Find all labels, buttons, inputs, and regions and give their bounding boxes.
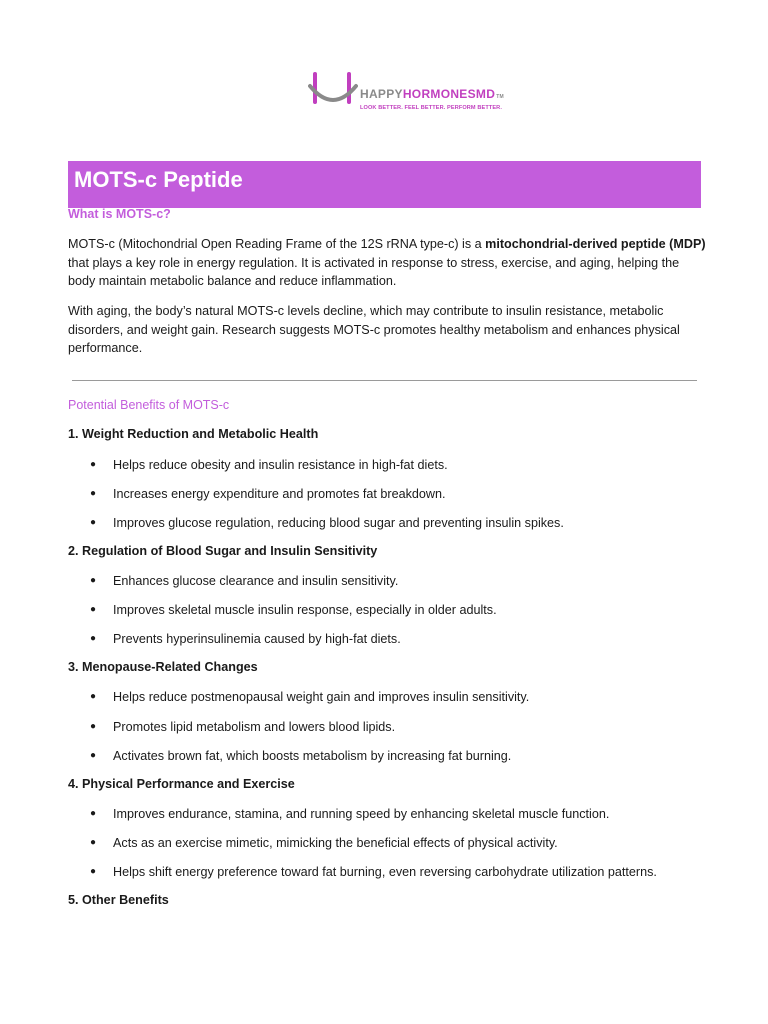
- logo-wordmark: [360, 87, 504, 101]
- section-title: 5. Other Benefits: [68, 893, 169, 907]
- bullet-icon: ●: [90, 866, 97, 877]
- bullet-icon: ●: [90, 837, 97, 848]
- intro-p1-text-end: that plays a key role in energy regulation. It is activated in response to stress, exercise, and aging, helping the body maintain metabolic balance and reduce inflammation.: [68, 255, 680, 288]
- section-divider: [72, 380, 697, 381]
- bullet-icon: ●: [90, 488, 97, 499]
- logo-trademark: TM: [496, 94, 505, 100]
- logo-name-part1: HAPPY: [360, 87, 403, 101]
- bullet-icon: ●: [90, 691, 97, 702]
- logo-mark-icon: [308, 72, 358, 110]
- page-title: MOTS-c Peptide: [74, 167, 243, 192]
- logo-name-part2: HORMONESMD: [402, 87, 496, 101]
- bullet-icon: ●: [90, 575, 97, 586]
- title-banner: [68, 161, 701, 208]
- intro-p1-text: MOTS-c (Mitochondrial Open Reading Frame of the 12S rRNA type-c) is a: [68, 237, 486, 251]
- intro-p1-bold: mitochondrial-derived peptide (MDP): [485, 237, 706, 251]
- bullet-icon: ●: [90, 459, 97, 470]
- intro-heading: What is MOTS-c?: [68, 207, 171, 221]
- bullet-icon: ●: [90, 517, 97, 528]
- section-title: 2. Regulation of Blood Sugar and Insulin Sensitivity: [68, 544, 378, 558]
- logo-tagline: LOOK BETTER. FEEL BETTER. PERFORM BETTER.: [360, 105, 502, 111]
- section-title: 3. Menopause-Related Changes: [68, 660, 258, 674]
- bullet-icon: ●: [90, 633, 97, 644]
- document-page: HAPPYHORMONESMDTM LOOK BETTER. FEEL BETTER. PERFORM BETTER. MOTS-c Peptide What is MOTS-c? MOTS-c (Mitochondrial Open Reading Frame of the 12S rRNA type-c) is a mitochondrial-derived peptide (MDP) that plays a key role in energy regulation. It is activated in response to stress, exercise, and aging, helping the body maintain metabolic balance and reduce inflammation. With aging, the body’s natural MOTS-c levels decline, which may contribute to insulin resistance, metabolic disorders, and weight gain. Research suggests MOTS-c promotes healthy metabolism and enhances physical performance. Potential Benefits of MOTS-c 1. Weight Reduction and Metabolic Health ● Helps reduce obesity and insulin resistance in high-fat diets. ● Increases energy expenditure and promotes fat breakdown. ● Improves glucose regulation, reducing blood sugar and preventing insulin spikes. 2. Regulation of Blood Sugar and Insulin Sensitivity ● Enhances glucose clearance and insulin sensitivity. ● Improves skeletal muscle insulin response, especially in older adults. ● Prevents hyperinsulinemia caused by high-fat diets. 3. Menopause-Related Changes ● Helps reduce postmenopausal weight gain and improves insulin sensitivity. ● Promotes lipid metabolism and lowers blood lipids. ● Activates brown fat, which boosts metabolism by increasing fat burning. 4. Physical Performance and Exercise ● Improves endurance, stamina, and running speed by enhancing skeletal muscle function. ● Acts as an exercise mimetic, mimicking the beneficial effects of physical activity. ● Helps shift energy preference toward fat burning, even reversing carbohydrate utilization patterns. 5. Other Benefits: [0, 0, 768, 1024]
- bullet-icon: ●: [90, 750, 97, 761]
- bullet-icon: ●: [90, 808, 97, 819]
- bullet-icon: ●: [90, 604, 97, 615]
- brand-logo: [308, 72, 508, 122]
- bullet-icon: ●: [90, 721, 97, 732]
- section-title: 4. Physical Performance and Exercise: [68, 777, 295, 791]
- intro-paragraph-2: With aging, the body’s natural MOTS-c levels decline, which may contribute to insulin resistance, metabolic disorders, and weight gain. Research suggests MOTS-c promotes healthy metabolism and enhances physical performance.: [68, 304, 680, 355]
- section-title: 1. Weight Reduction and Metabolic Health: [68, 427, 319, 441]
- benefits-heading: Potential Benefits of MOTS-c: [68, 398, 230, 412]
- intro-paragraph-1: [68, 235, 708, 291]
